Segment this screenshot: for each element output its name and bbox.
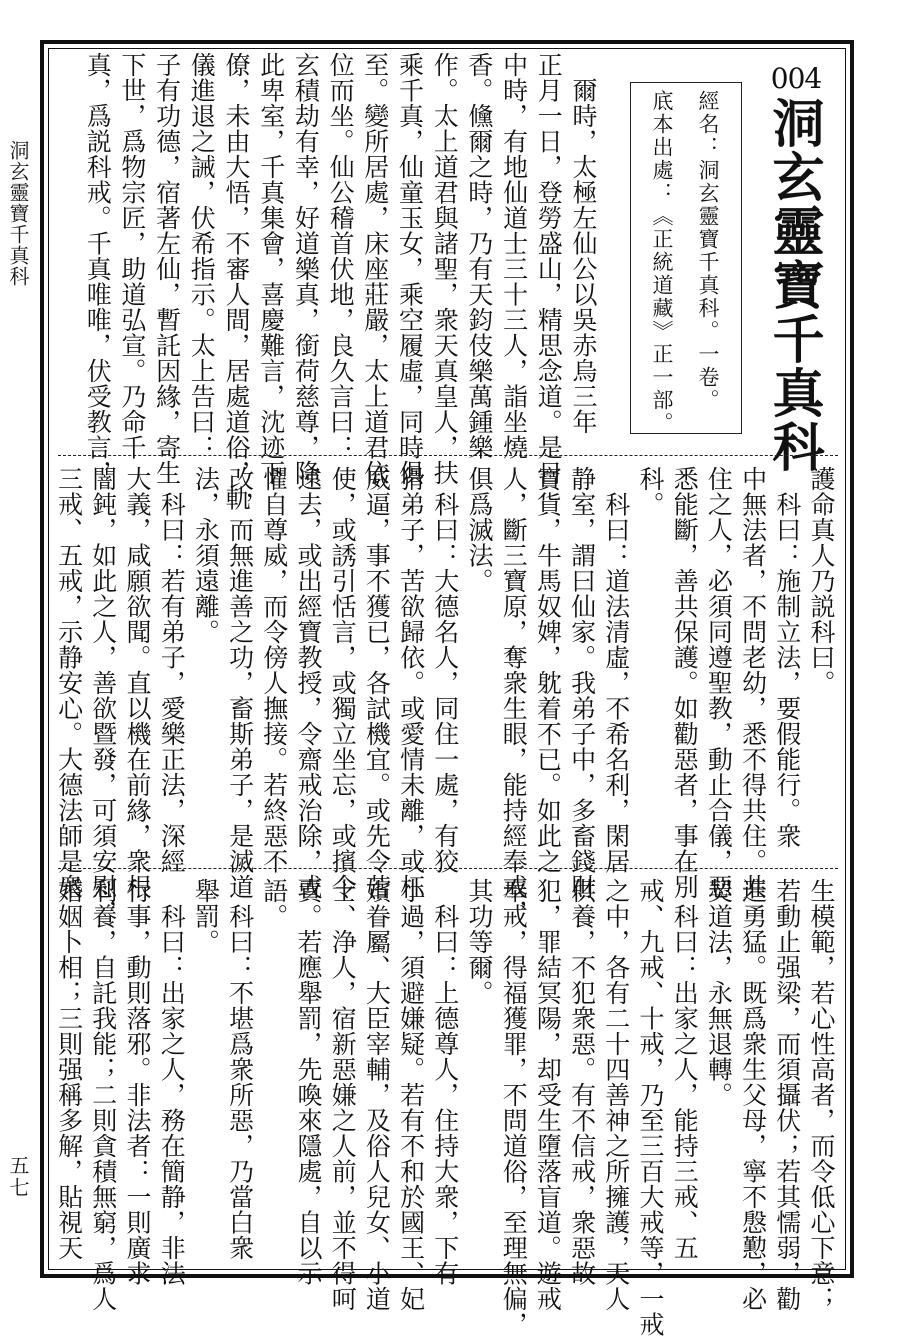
text-column: 婚姻卜相；三則强稱多解，貼視天 <box>54 878 84 1261</box>
text-column: 遠去，或出經寶教授，令齋戒治除，或 <box>294 466 323 900</box>
text-column: 犯，罪結冥陽，却受生墮落盲道。遊戒 <box>533 878 563 1312</box>
text-column: 改，而無進善之功，畜斯弟子，是滅道 <box>225 466 255 900</box>
text-column: 位而坐。仙公稽首伏地，良久言曰： <box>326 52 356 460</box>
text-column: 玄積劫有幸，好道樂真，銜荷慈尊，降 <box>291 52 321 486</box>
text-column: 科曰：出家之人，能持三戒、五 <box>670 878 700 1261</box>
text-column: 科。 <box>636 466 665 517</box>
text-column: 香。儵爾之時，乃有天鈞伎樂萬鍾樂 <box>464 52 494 460</box>
text-column: 科曰：出家之人，務在簡静，非法 <box>157 878 187 1286</box>
text-column: 至。變所居處，床座莊嚴，太上道君依 <box>360 52 390 486</box>
text-column: 人，斷三寶原，奪衆生眼，能持經奉戒， <box>499 466 529 925</box>
text-column: 嬪眷屬、大臣宰輔，及俗人兒女、小道 <box>362 878 392 1312</box>
text-column: 其功等爾。 <box>465 878 494 1006</box>
text-column: 供養，不犯衆惡。有不信戒，衆惡故 <box>567 878 597 1286</box>
text-column: 科曰：上德尊人，住持大衆，下有 <box>430 878 460 1286</box>
metadata-line: 經名：洞玄靈寶千真科。一卷。 <box>696 90 720 412</box>
text-column: 静室，謂曰仙家。我弟子中，多畜錢財 <box>567 466 597 900</box>
text-column: 懼自尊威，而令傍人撫接。若終惡不 <box>259 466 289 874</box>
text-column: 契道法，永無退轉。 <box>704 878 734 1108</box>
text-column: 儀進退之誡，伏希指示。太上告曰： <box>187 52 217 460</box>
text-column: 奉戒，得福獲罪，不問道俗，至理無偏， <box>499 878 529 1337</box>
text-number: 004 <box>770 62 822 95</box>
text-column: 俱爲滅法。 <box>465 466 494 594</box>
text-column: 生模範，若心性高者，而令低心下意； <box>807 878 836 1312</box>
text-column: 戒、九戒、十戒，乃至三百大戒等，一戒 <box>636 878 665 1337</box>
text-column: 猾弟子，苦欲歸依。或愛情未離，或枉 <box>396 466 426 900</box>
text-column: 護命真人乃説科曰。 <box>807 466 836 696</box>
text-column: 大義，咸願欲聞。直以機在前緣，衆根 <box>123 466 152 900</box>
text-column: 威逼，事不獲已，各試機宜。或先令苦 <box>362 466 392 900</box>
margin-title: 洞玄靈寶千真科 <box>6 140 30 287</box>
text-column: 爾時，太極左仙公以吳赤烏三年 <box>569 52 598 435</box>
text-column: 中無法者，不問老幼，悉不得共住。共 <box>738 466 768 900</box>
text-column: 科曰：若有弟子，愛樂正法，深經 <box>157 466 187 874</box>
text-column: 若動止强梁，而須攝伏；若其懦弱，勸 <box>772 878 802 1312</box>
text-column: 下世，爲物宗匠，助道弘宣。乃命千 <box>117 52 147 460</box>
text-column: 寶貨，牛馬奴婢，躭着不已。如此之 <box>533 466 563 874</box>
text-column: 舉罰。 <box>191 878 221 955</box>
text-column: 僚，未由大悟，不審人間，居處道俗，軌 <box>222 52 251 511</box>
text-column: 利養，自託我能；二則貪積無窮，爲人 <box>88 878 118 1312</box>
text-column: 乘千真，仙童玉女，乘空履虛，同時俱 <box>395 52 425 486</box>
text-column: 行事，動則落邪。非法者：一則廣求 <box>123 878 152 1286</box>
text-column: 子有功德，宿著左仙，暫託因緣，寄生 <box>152 52 182 486</box>
metadata-line: 底本出處：《正統道藏》正一部。 <box>650 90 674 435</box>
text-column: 作。太上道君與諸聖，衆天真皇人，扶 <box>430 52 460 486</box>
text-column: 科曰：不堪爲衆所惡，乃當白衆 <box>225 878 255 1261</box>
text-column: 使，或誘引恬言，或獨立坐忘，或擯令 <box>328 466 358 900</box>
text-column: 住之人，必須同遵聖教，動止合儀，惡 <box>704 466 734 900</box>
text-column: 中時，有地仙道士三十三人，詣坐燒 <box>499 52 529 460</box>
text-column: 三戒、五戒，示静安心。大德法師是衆 <box>54 466 84 900</box>
text-column: 正月一日，登勞盛山，精思念道。是日 <box>534 52 564 486</box>
text-column: 小過，須避嫌疑。若有不和於國王、妃 <box>396 878 426 1312</box>
text-column: 此卑室，千真集會，喜慶難言，沈迹下 <box>256 52 286 486</box>
text-column: 法，永須遠離。 <box>191 466 221 645</box>
text-column: 科曰：大德名人，同住一處，有狡 <box>430 466 460 874</box>
text-column: 悉能斷，善共保護。如勸惡者，事在別 <box>670 466 700 900</box>
text-column: 科曰：道法清虛，不希名利，閑居 <box>601 466 631 874</box>
page-number: 五七 <box>6 1155 30 1199</box>
text-column: 士、浄人，宿新惡嫌之人前，並不得呵 <box>328 878 358 1312</box>
text-column: 真，爲説科戒。千真唯唯，伏受教言， <box>83 52 113 486</box>
text-column: 科曰：施制立法，要假能行。衆 <box>772 466 802 849</box>
text-title: 洞玄靈寶千真科 <box>763 96 824 474</box>
text-column: 責。若應舉罰，先喚來隱處，自以示 <box>294 878 323 1286</box>
text-column: 闇鈍，如此之人，善欲暨發，可須安慰， <box>88 466 118 925</box>
text-column: 進勇猛。既爲衆生父母，寧不慇懃，必 <box>738 878 768 1312</box>
text-column: 語。 <box>259 878 289 929</box>
text-column: 之中，各有二十四善神之所擁護，天人 <box>601 878 631 1312</box>
